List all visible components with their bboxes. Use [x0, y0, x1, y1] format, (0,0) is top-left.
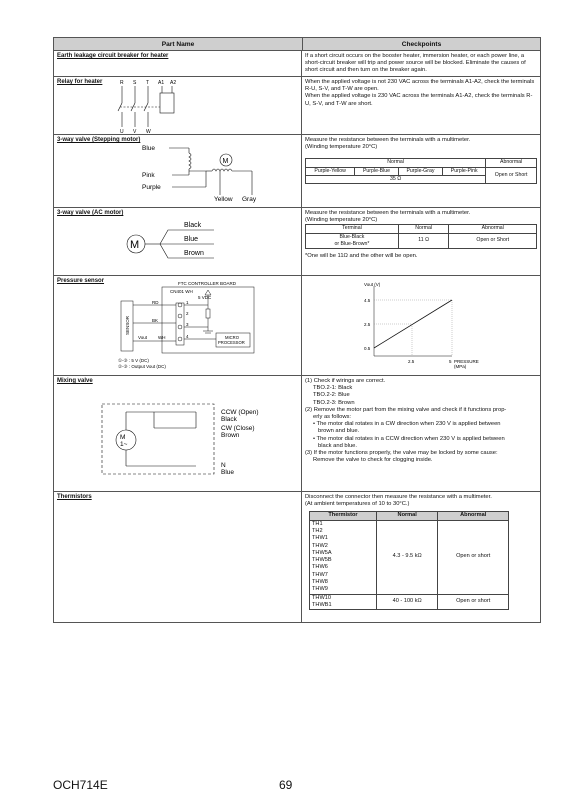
thermistor-thwb1: THWB1 [312, 601, 332, 608]
header-checkpoints: Checkpoints [401, 40, 442, 48]
thermistor-table [309, 511, 509, 610]
label-r: R [120, 80, 124, 86]
legend-1: ①-③ : 5 V (DC) [118, 358, 149, 363]
label-v: V [133, 129, 137, 133]
label-ccw-open: CCW (Open) [221, 409, 259, 416]
label-s: S [133, 80, 137, 86]
label-m: M [222, 158, 229, 165]
th-abnormal: Abnormal [438, 512, 509, 520]
ytick-4-5: 4.5 [364, 298, 371, 303]
th-thermistor: Thermistor [310, 512, 377, 520]
normal-value: 11 Ω [398, 233, 449, 248]
line-7: • The motor dial rotates in a CW direction when 230 V is applied between [313, 421, 501, 428]
thermistor-th2: TH2 [312, 527, 323, 534]
label-black: Black [184, 222, 202, 229]
label-u: U [120, 129, 124, 133]
line-5: (2) Remove the motor part from the mixing valve and check if it functions prop- [305, 406, 507, 413]
terminal-value-2: or Blue-Brown* [334, 240, 370, 247]
row-mixing-valve [54, 376, 540, 492]
th-normal: Normal [377, 512, 438, 520]
part-name: Pressure sensor [57, 278, 105, 284]
thermistor-thw7: THW7 [312, 571, 328, 578]
board-label: FTC CONTROLLER BOARD [178, 281, 237, 286]
label-phase: 1~ [120, 441, 128, 448]
label-a1: A1 [158, 80, 165, 86]
checkpoint-text-1: Measure the resistance between the terminals with a multimeter. [305, 137, 471, 143]
th-normal: Normal [306, 159, 486, 167]
micro-label-1: MICRO [225, 335, 239, 340]
line-6: erly as follows: [313, 414, 352, 421]
col-purple-pink: Purple-Pink [443, 167, 486, 175]
label-brown: Brown [221, 432, 240, 439]
thermistor-thw5b: THW5B [312, 557, 332, 564]
row-relay [54, 77, 540, 135]
label-purple: Purple [142, 184, 161, 191]
row-thermistors [54, 492, 540, 622]
pin-num-2: 2 [186, 311, 189, 316]
label-yellow: Yellow [214, 196, 233, 203]
thermistor-thw2: THW2 [312, 542, 328, 549]
graph-ylabel: Vout (V) [364, 282, 381, 287]
thermistor-thw10: THW10 [312, 594, 331, 601]
checkpoint-text-2: When the applied voltage is 230 VAC across the terminals A1-A2, check the terminals R-U, S-V, and T-W are short. [305, 93, 533, 107]
line-9: • The motor dial rotates in a CCW direction when 230 V is applied between [313, 435, 505, 442]
checkpoint-text-1: Measure the resistance between the terminals with a multimeter. [305, 210, 471, 216]
line-4: TBO.2-3: Brown [313, 399, 355, 406]
col-purple-gray: Purple-Gray [398, 167, 443, 175]
sensor-label: SENSOR [125, 315, 130, 335]
ytick-2-5: 2.5 [364, 322, 371, 327]
pin-wh: WH [158, 335, 166, 340]
label-gray: Gray [242, 196, 257, 203]
checkpoint-text: If a short circuit occurs on the booster heater, immersion heater, or each power line, a short-circuit breaker will trip and power source will be blocked. Eliminate the causes of short circuit and then turn on the breaker again. [305, 53, 526, 74]
part-name: Relay for heater [57, 79, 103, 85]
micro-label-2: PROCESSOR [218, 340, 245, 345]
checkpoint-text-2: (Winding temperature 20°C) [305, 217, 378, 224]
line-12: Remove the valve to check for clogging inside. [313, 457, 433, 464]
line-11: (3) If the motor functions properly, the valve may be locked by some cause: [305, 450, 498, 457]
th-terminal: Terminal [306, 225, 399, 233]
page-number: 69 [279, 778, 293, 792]
pressure-graph [350, 280, 500, 374]
stepping-resistance-table [305, 158, 537, 184]
graph-xlabel-2: (MPa) [454, 364, 467, 369]
line-2: TBO.2-1: Black [313, 385, 353, 392]
pin-num-1: 1 [186, 300, 189, 305]
group1-normal: 4.3 - 9.5 kΩ [377, 520, 438, 594]
label-pink: Pink [142, 172, 155, 179]
terminal-value-1: Blue-Black [339, 233, 365, 240]
label-w: W [146, 129, 151, 133]
pressure-sensor-diagram [58, 279, 298, 375]
doc-code: OCH714E [53, 778, 108, 792]
th-normal: Normal [398, 225, 449, 233]
connector-label: CN401 WH [170, 289, 193, 294]
label-black: Black [221, 416, 237, 423]
thermistor-thw1: THW1 [312, 535, 328, 542]
pin-num-4: 4 [186, 334, 189, 339]
thermistor-thw6: THW6 [312, 564, 328, 571]
pin-vout: Vout [138, 335, 148, 340]
checkpoint-text-2: (At ambient temperatures of 10 to 30°C.) [305, 501, 410, 508]
group2-normal: 40 - 100 kΩ [377, 594, 438, 610]
label-n: N [221, 462, 226, 469]
ytick-0-5: 0.5 [364, 346, 371, 351]
checkpoints-table [53, 37, 541, 623]
ac-motor-diagram [94, 211, 294, 275]
th-abnormal: Abnormal [486, 159, 537, 167]
row-pressure-sensor [54, 276, 540, 376]
checkpoint-text-1: Disconnect the connector then measure the resistance with a multimeter. [305, 494, 492, 500]
col-purple-yellow: Purple-Yellow [306, 167, 355, 175]
vdc-label: 5 VDC [198, 295, 212, 300]
xtick-2-5: 2.5 [408, 359, 415, 364]
checkpoint-text-2: (Winding temperature 20°C) [305, 144, 378, 151]
graph-xlabel-1: PRESSURE [454, 359, 479, 364]
line-1: (1) Check if wirings are correct. [305, 378, 386, 384]
legend-2: ②-③ : Output Vout (DC) [118, 364, 166, 369]
row-stepping-motor [54, 135, 540, 208]
label-blue: Blue [184, 236, 199, 243]
thermistor-thw5a: THW5A [312, 549, 332, 556]
header-part-name: Part Name [54, 38, 303, 50]
line-10: black and blue. [318, 442, 357, 449]
part-name: Mixing valve [57, 378, 93, 384]
stepping-motor-diagram [94, 137, 294, 207]
label-cw-close: CW (Close) [221, 425, 255, 432]
xtick-5: 5 [449, 359, 452, 364]
pin-rd: RD [152, 300, 159, 305]
th-abnormal: Abnormal [449, 225, 537, 233]
col-purple-blue: Purple-Blue [355, 167, 398, 175]
ac-resistance-table [305, 224, 537, 249]
thermistor-thw9: THW9 [312, 586, 328, 593]
abnormal-value: Open or Short [449, 233, 537, 248]
note-text: *One will be 11Ω and the other will be open. [305, 253, 418, 260]
part-name: Earth leakage circuit breaker for heater [57, 53, 169, 59]
part-name: 3-way valve (Stepping motor) [57, 137, 141, 143]
line-3: TBO.2-2: Blue [313, 392, 350, 399]
label-blue: Blue [142, 145, 156, 152]
line-8: brown and blue. [318, 428, 360, 435]
relay-diagram [116, 77, 206, 133]
pin-bk: BK [152, 318, 159, 323]
checkpoint-text-1: When the applied voltage is not 230 VAC across the terminals A1-A2, check the terminals R-U, S-V, and T-W are open. [305, 79, 535, 93]
label-t: T [146, 80, 150, 86]
pin-num-3: 3 [186, 322, 189, 327]
label-brown: Brown [184, 250, 204, 257]
thermistor-thw8: THW8 [312, 578, 328, 585]
group2-abnormal: Open or short [438, 594, 509, 610]
part-name: 3-way valve (AC motor) [57, 210, 124, 216]
thermistor-th1: TH1 [312, 520, 323, 527]
label-m: M [130, 239, 140, 251]
table-header [54, 38, 540, 51]
label-m: M [120, 434, 126, 441]
abnormal-value: Open or Short [486, 167, 537, 183]
row-earth-leakage [54, 51, 540, 77]
label-a2: A2 [170, 80, 177, 86]
row-ac-motor [54, 208, 540, 276]
mixing-valve-diagram [58, 378, 298, 490]
normal-value: 35 Ω [306, 175, 486, 183]
group1-abnormal: Open or short [438, 520, 509, 594]
label-blue: Blue [221, 469, 235, 476]
part-name: Thermistors [57, 494, 92, 500]
